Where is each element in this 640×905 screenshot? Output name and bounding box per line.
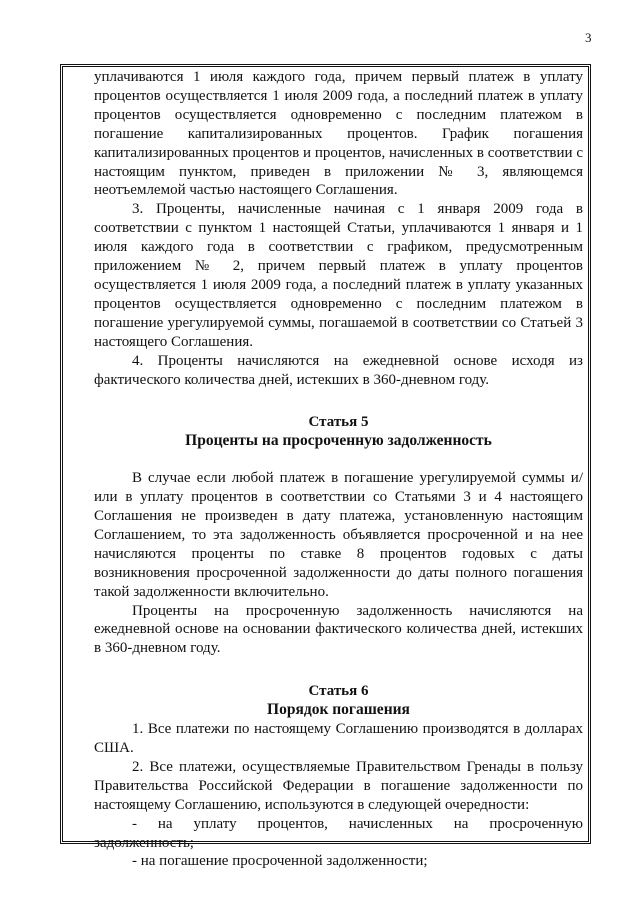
article6-bullet-2: - на погашение просроченной задолженности; (132, 853, 428, 870)
article6-bullet-1: - на уплату процентов, начисленных на просроченную задолженность; (94, 815, 583, 851)
page-number: 3 (585, 30, 592, 45)
article5-number: Статья 5 (308, 414, 369, 431)
article6-title: Порядок погашения (267, 701, 410, 719)
article5-paragraph-1: В случае если любой платеж в погашение урегулируемой суммы и/или в уплату процентов в соответствии со Статьями 3 и 4 настоящего Соглашения не произведен в дату платежа, установленную настоящим Соглашением, то эта задолженность объявляется просроченной и на нее начисляются проценты по ставке 8 процентов годовых с даты возникновения просроченной задолженности до даты полного погашения такой задолженности включительно. (94, 470, 583, 600)
article5-title: Проценты на просроченную задолженность (185, 432, 492, 450)
article6-item-2: 2. Все платежи, осуществляемые Правительством Гренады в пользу Правительства Российской Федерации в погашение задолженности по настоящему Соглашению, используются в следующей очередности: (94, 758, 583, 813)
document-body (94, 68, 583, 871)
article6-number: Статья 6 (308, 683, 369, 700)
article4-item-4: 4. Проценты начисляются на ежедневной основе исходя из фактического количества дней, истекших в 360-дневном году. (94, 352, 583, 388)
article5-paragraph-2: Проценты на просроченную задолженность начисляются на ежедневной основе на основании фактического количества дней, истекших в 360-дневном году. (94, 602, 583, 657)
continuation-paragraph: уплачиваются 1 июля каждого года, причем первый платеж в уплату процентов осуществляется 1 июля 2009 года, а последний платеж в уплату процентов осуществляется одновременно с последним платежом в погашение капитализированных процентов. График погашения капитализированных процентов и процентов, начисленных в соответствии с настоящим пунктом, приведен в приложении № 3, являющемся неотъемлемой частью настоящего Соглашения. (94, 69, 583, 199)
article6-item-1: 1. Все платежи по настоящему Соглашению производятся в долларах США. (94, 721, 583, 756)
article4-item-3: 3. Проценты, начисленные начиная с 1 января 2009 года в соответствии с пунктом 1 настоящей Статьи, уплачиваются 1 января и 1 июля каждого года в соответствии с графиком, предусмотренным приложением № 2, причем первый платеж в уплату процентов осуществляется 1 июля 2009 года, а последний платеж в уплату указанных процентов осуществляется одновременно с последним платежом в погашение урегулируемой суммы, погашаемой в соответствии со Статьей 3 настоящего Соглашения. (94, 201, 583, 350)
